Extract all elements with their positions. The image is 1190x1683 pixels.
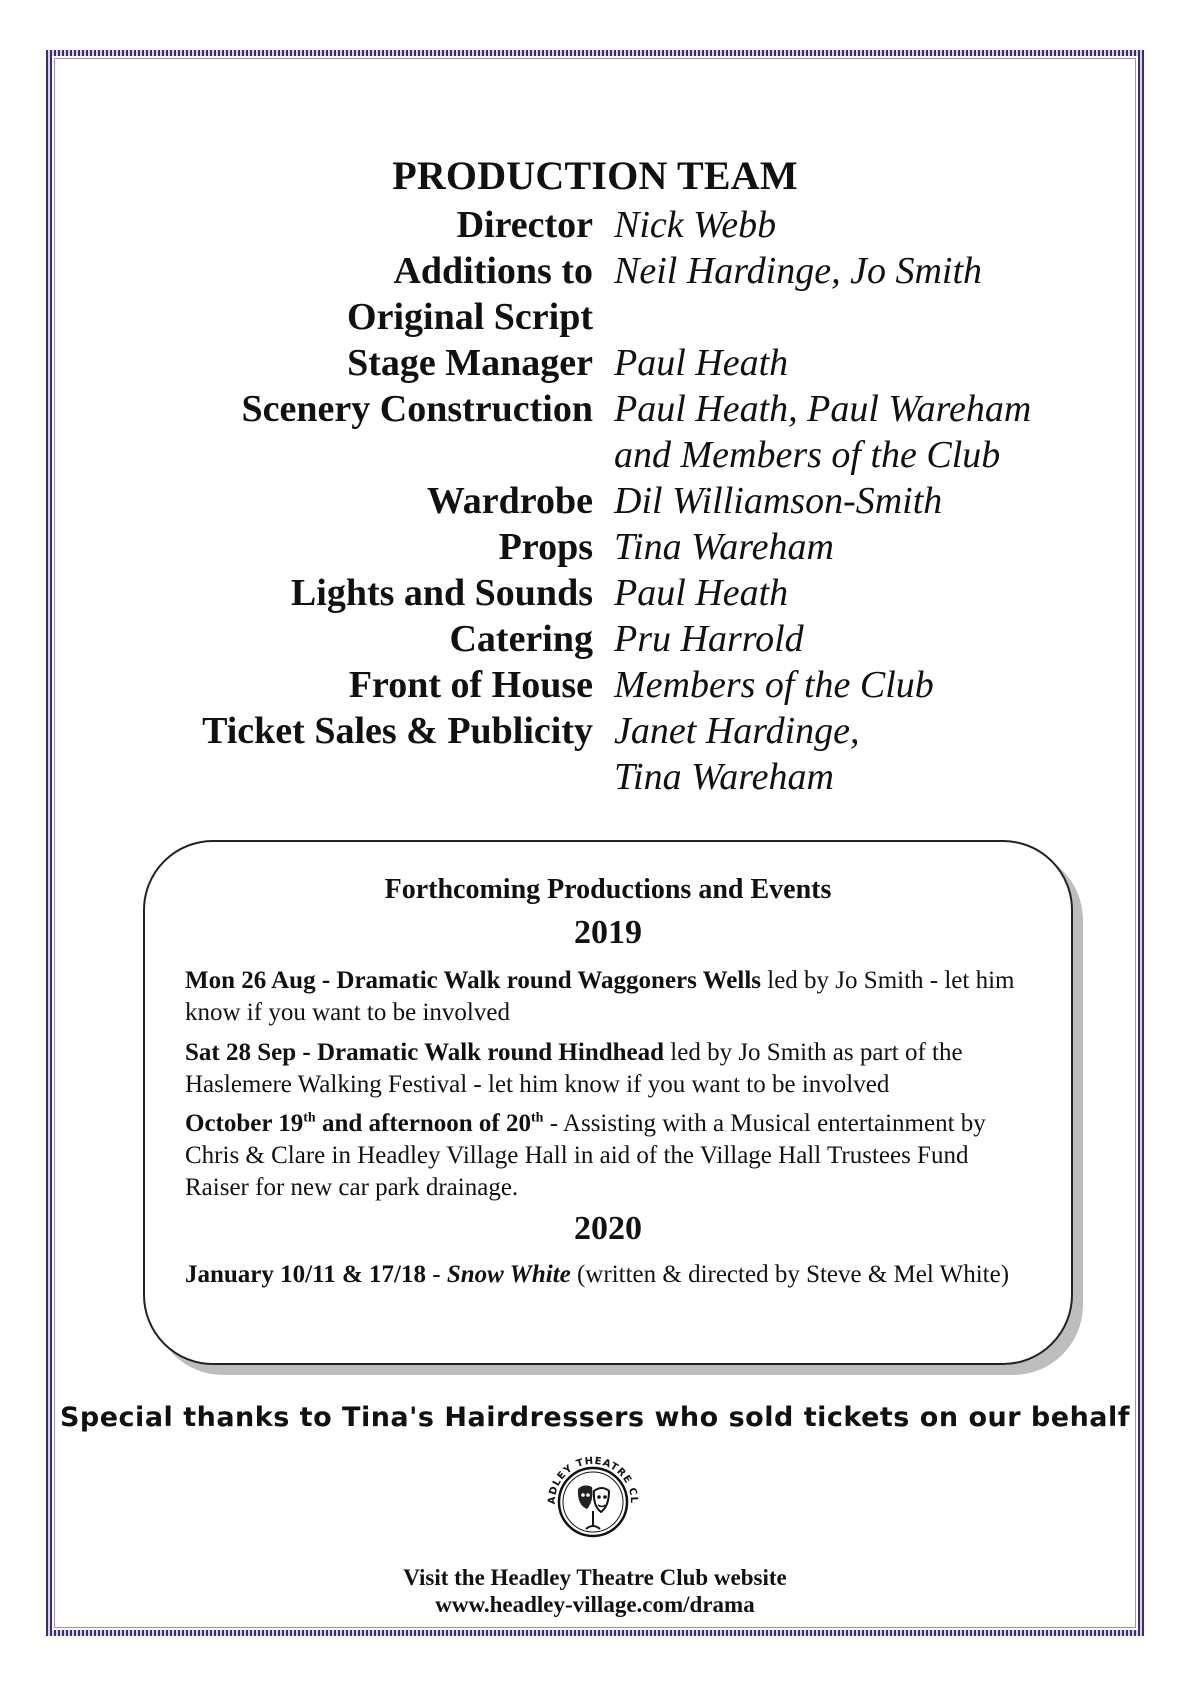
team-role: Additions to [393,250,593,292]
team-name: Janet Hardinge, [614,710,860,752]
team-role: Props [498,526,593,568]
team-name: Tina Wareham [614,526,834,568]
team-role: Front of House [348,664,593,706]
team-row [0,386,1190,432]
website-url: www.headley-village.com/drama [435,1592,755,1617]
team-role: Original Script [347,296,593,338]
events-title: Forthcoming Productions and Events [384,874,832,905]
team-row [0,202,1190,248]
team-name: Nick Webb [614,204,777,246]
event-item [185,1259,1035,1291]
event-heading: Mon 26 Aug - Dramatic Walk round Waggoners Wells [185,967,762,994]
team-role: Stage Manager [347,342,593,384]
team-row [0,248,1190,294]
team-role: Lights and Sounds [290,572,593,614]
team-name: Paul Heath [614,572,789,614]
event-item [185,965,1035,1029]
production-team-title: PRODUCTION TEAM [392,153,798,198]
team-name: Pru Harrold [614,618,804,660]
event-heading [185,1110,543,1137]
event-heading: January 10/11 & 17/18 [185,1261,426,1288]
team-row [0,708,1190,754]
theatre-club-logo [538,1447,648,1557]
team-row [0,570,1190,616]
year-2019-heading: 2019 [574,914,642,951]
team-row [0,432,1190,478]
team-row [0,340,1190,386]
team-role: Scenery Construction [241,388,593,430]
logo-text: ADLEY THEATRE CL [546,1455,640,1505]
event-item [185,1108,1035,1204]
show-title: Snow White [446,1261,571,1288]
team-role: Ticket Sales & Publicity [202,710,593,752]
event-details: led by Jo Smith as part of the Haslemere Walking Festival - let him know if you want to be involved [185,1039,963,1098]
team-name: Dil Williamson-Smith [614,480,943,522]
year-2020-heading: 2020 [574,1210,642,1247]
ordinal-suffix: th [303,1110,316,1126]
production-team-list [0,202,1190,800]
team-row [0,754,1190,800]
team-name: Members of the Club [614,664,934,706]
event-item [185,1037,1035,1101]
event-date-part: October 19 [185,1110,304,1137]
event-details: (written & directed by Steve & Mel White) [570,1261,1010,1288]
team-name: Paul Heath, Paul Wareham [614,388,1032,430]
ordinal-suffix: th [531,1110,544,1126]
event-details: led by Jo Smith - let him know if you want to be involved [185,967,1015,1026]
team-role: Director [456,204,593,246]
team-role: Wardrobe [426,480,593,522]
team-row [0,524,1190,570]
theatre-masks-icon [538,1447,648,1557]
events-box [143,840,1073,1365]
team-row [0,616,1190,662]
team-name: Neil Hardinge, Jo Smith [614,250,982,292]
event-details: - Assisting with a Musical entertainment by Chris & Clare in Headley Village Hall in aid of the Village Hall Trustees Fund Raiser for new car park drainage. [185,1110,986,1201]
special-thanks: Special thanks to Tina's Hairdressers who sold tickets on our behalf [59,1402,1131,1433]
team-row [0,662,1190,708]
team-role: Catering [449,618,593,660]
team-name: and Members of the Club [614,434,1001,476]
website-intro: Visit the Headley Theatre Club website [403,1565,787,1590]
event-heading: Sat 28 Sep - Dramatic Walk round Hindhead [185,1039,665,1066]
event-date-part: and afternoon of 20 [315,1110,532,1137]
team-name: Paul Heath [614,342,789,384]
event-dash: - [426,1261,447,1288]
team-row [0,478,1190,524]
team-name: Tina Wareham [614,756,834,798]
team-row [0,294,1190,340]
